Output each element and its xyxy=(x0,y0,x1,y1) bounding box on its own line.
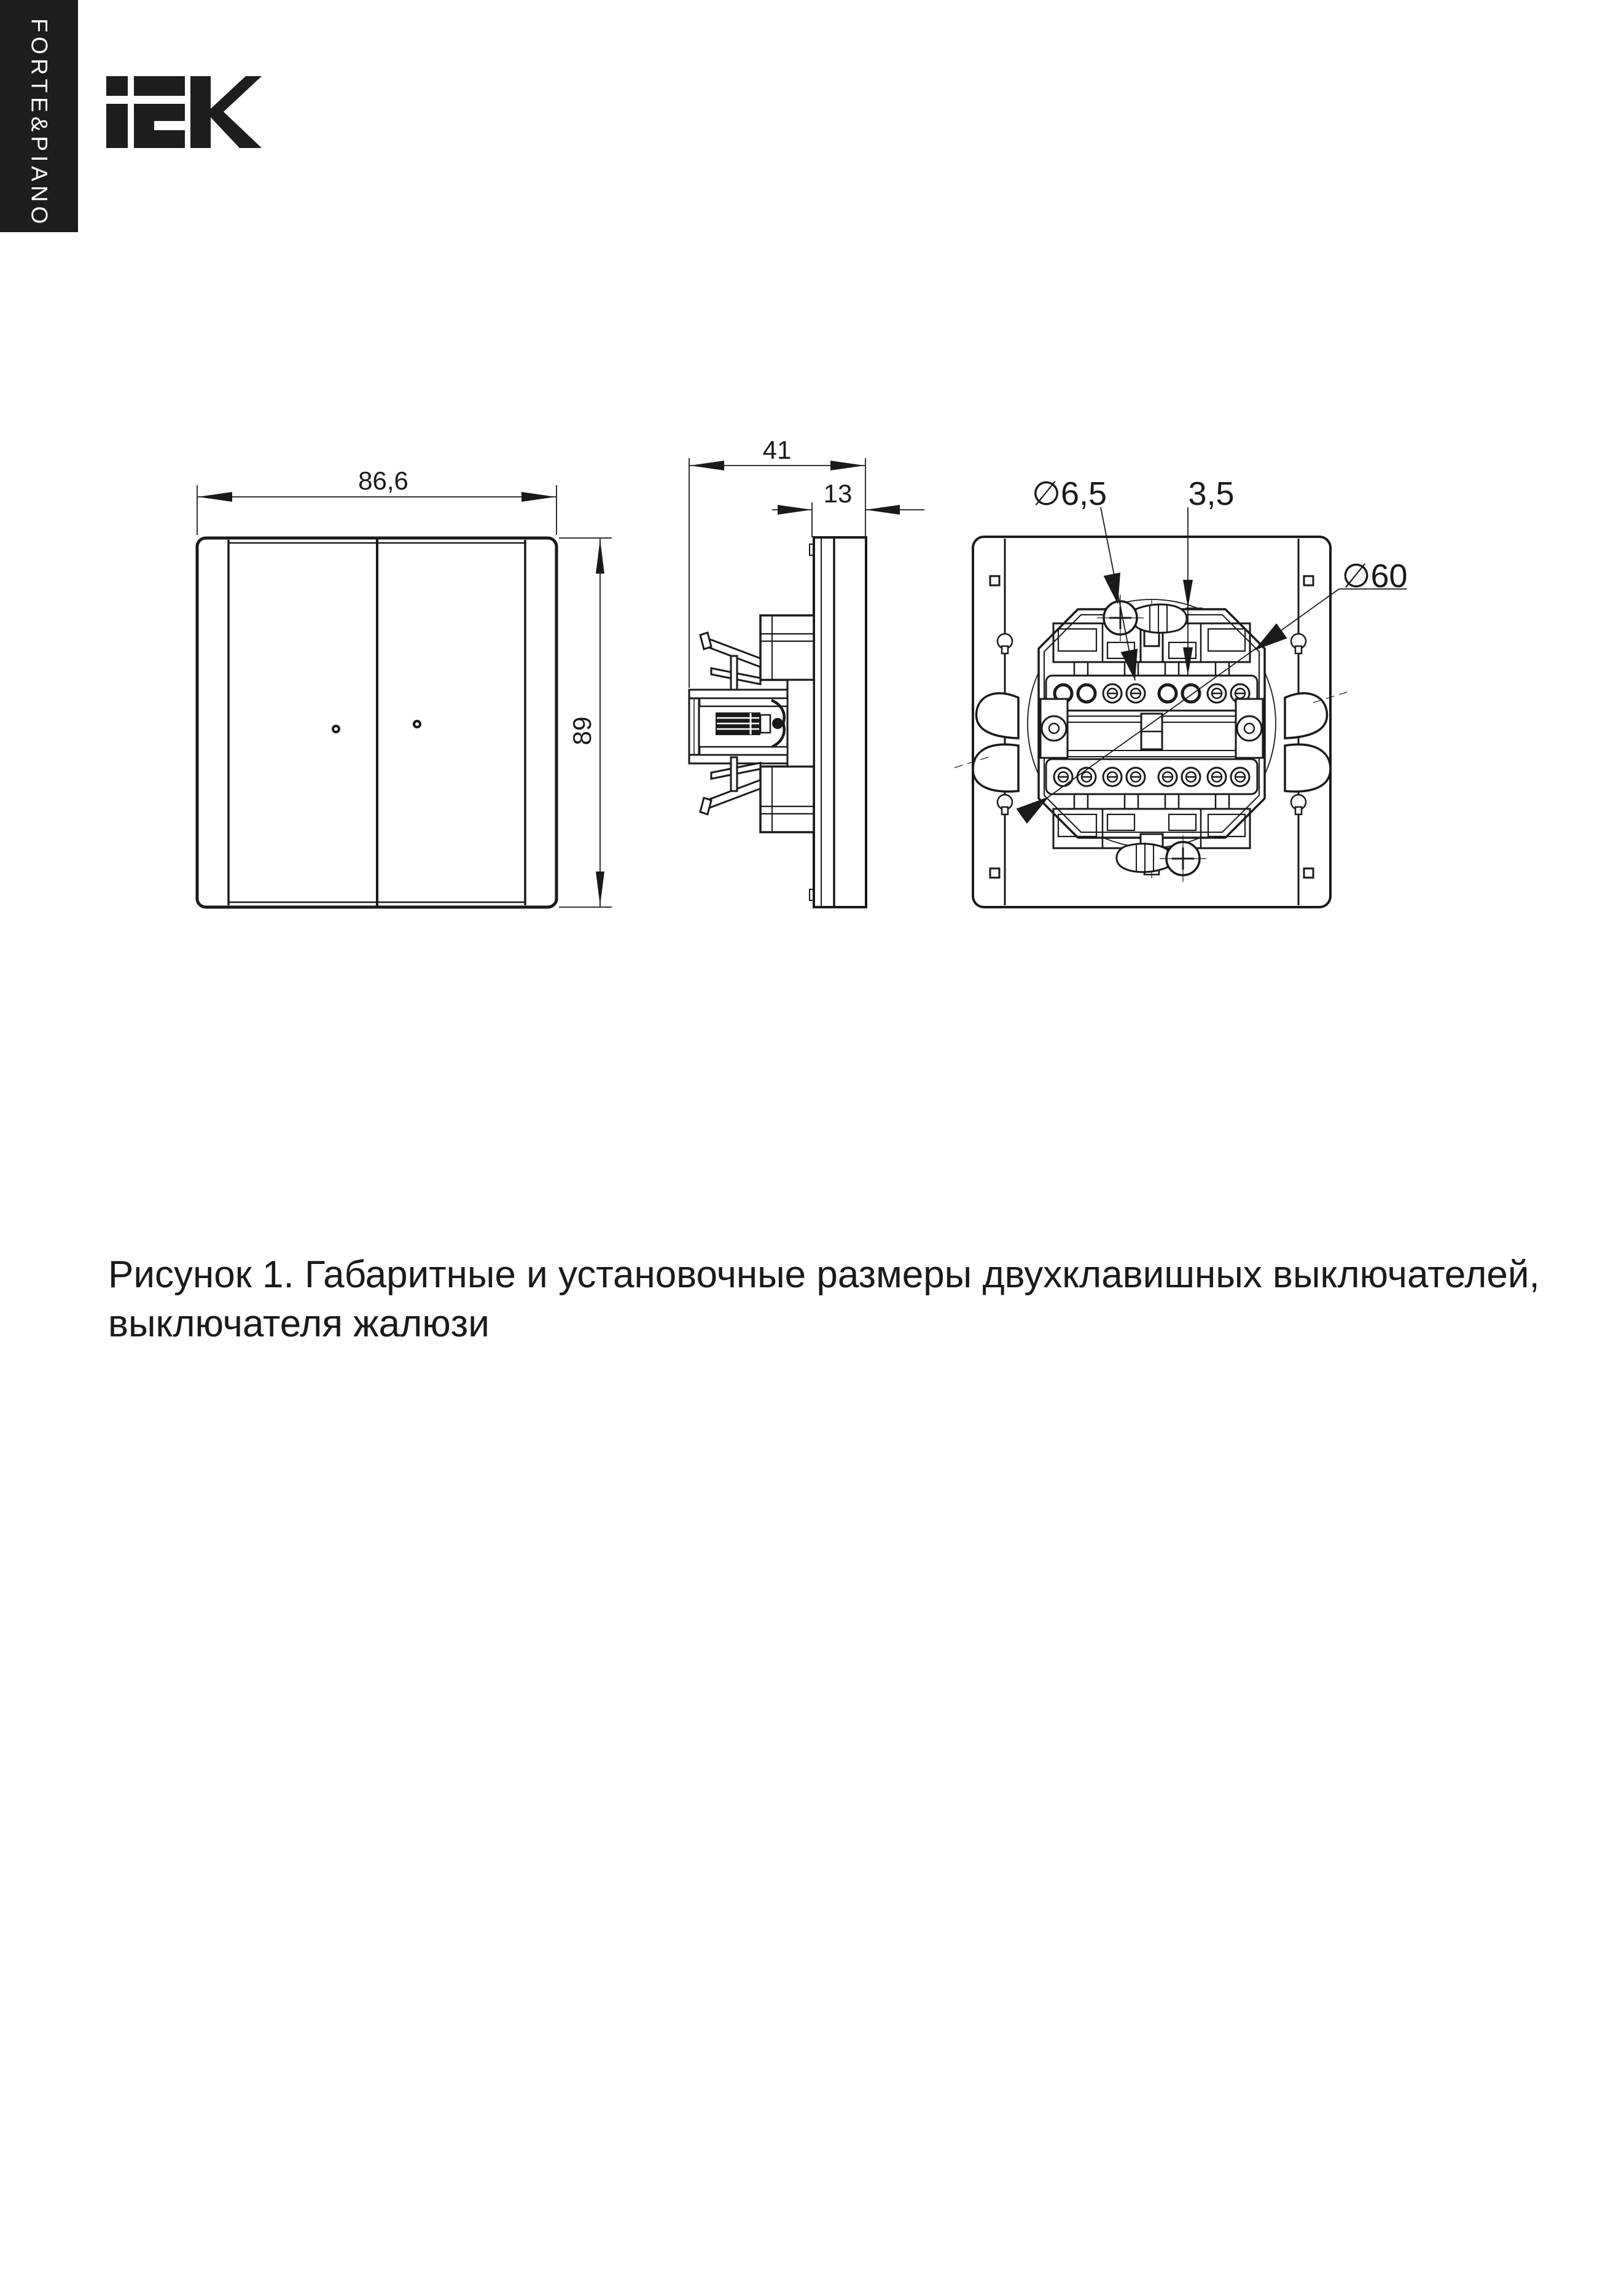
side-screw xyxy=(716,700,784,747)
dim-front-width-label: 86,6 xyxy=(358,466,408,495)
figure-caption-line1: Рисунок 1. Габаритные и установочные размеры двухклавишных выключателей, xyxy=(108,1254,1540,1296)
dim-front-height-label: 89 xyxy=(568,716,596,746)
brand-sidebar-label: FORTE&PIANO xyxy=(26,18,52,228)
side-claw-bottom xyxy=(700,757,760,814)
dim-back-hole-label: ∅6,5 xyxy=(1031,475,1107,512)
figure-caption xyxy=(108,1250,1601,1349)
front-view xyxy=(197,466,612,907)
dim-side-depth-label: 41 xyxy=(762,435,792,464)
side-claw-top xyxy=(700,633,760,690)
dim-side-plate-label: 13 xyxy=(823,479,853,508)
back-top-terminals xyxy=(1046,676,1257,711)
side-view xyxy=(689,435,924,907)
back-view xyxy=(954,475,1408,907)
figure-caption-line2: выключателя жалюзи xyxy=(108,1303,490,1345)
dim-back-ring-label: ∅60 xyxy=(1341,558,1408,595)
side-mechanism xyxy=(689,615,814,832)
dim-back-screw-label: 3,5 xyxy=(1188,475,1235,512)
side-faceplate xyxy=(810,537,866,907)
